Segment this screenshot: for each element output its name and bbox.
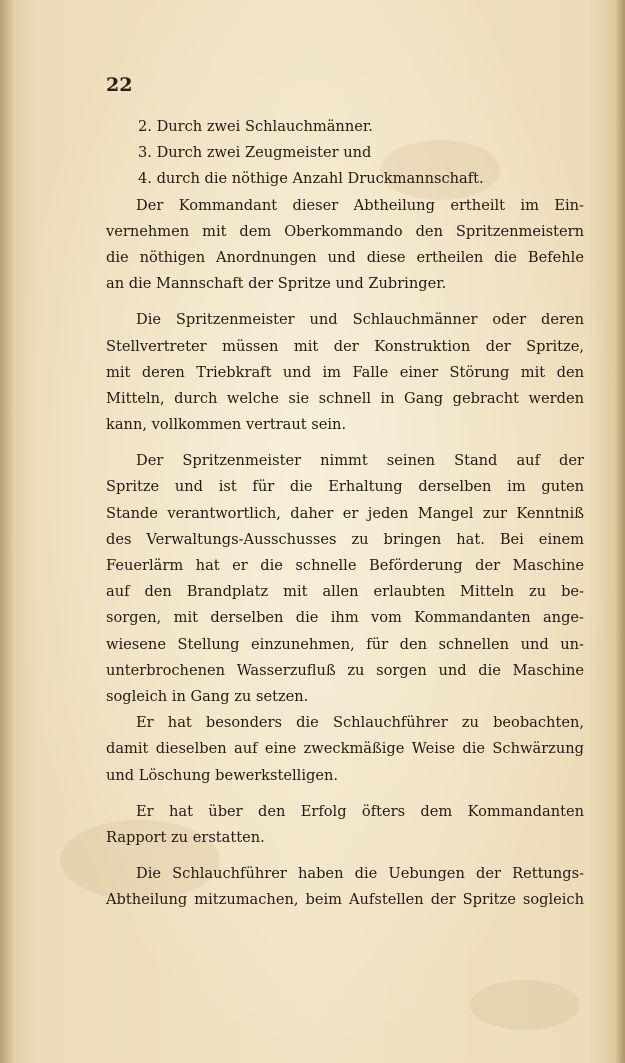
binding-shadow [0, 0, 14, 1063]
text-line: mit deren Triebkraft und im Falle einer Störung mit den [106, 363, 584, 381]
paragraph-hosemen [106, 861, 584, 913]
text-line: Stellvertreter müssen mit der Konstruktion der Spritze, [106, 337, 584, 355]
page-text [106, 114, 584, 913]
page-number: 22 [106, 74, 133, 96]
text-line: Abtheilung mitzumachen, beim Aufstellen der Spritze sogleich [106, 891, 584, 909]
paragraph-report [106, 799, 584, 851]
paragraph-spritzenmeister-knowledge [106, 307, 584, 438]
text-line: an die Mannschaft der Spritze und Zubringer. [106, 275, 447, 293]
text-line: vernehmen mit dem Oberkommando den Spritzenmeistern [106, 222, 584, 240]
text-line: wiesene Stellung einzunehmen, für den schnellen und un- [106, 635, 584, 653]
text-line: Rapport zu erstatten. [106, 828, 265, 846]
text-line: des Verwaltungs-Ausschusses zu bringen hat. Bei einem [106, 530, 584, 548]
text-line: unterbrochenen Wasserzufluß zu sorgen und die Maschine [106, 661, 584, 679]
list-item: 4. durch die nöthige Anzahl Druckmannschaft. [138, 170, 484, 188]
list-item: 2. Durch zwei Schlauchmänner. [138, 118, 373, 135]
text-line: Die Schlauchführer haben die Uebungen der Rettungs- [136, 865, 584, 883]
paragraph-observe-hosemen [106, 710, 584, 789]
text-line: Spritze und ist für die Erhaltung derselben im guten [106, 478, 584, 496]
text-line: Feuerlärm hat er die schnelle Beförderung der Maschine [106, 557, 584, 574]
list-item: 3. Durch zwei Zeugmeister und [138, 144, 372, 162]
text-line: damit dieselben auf eine zweckmäßige Weise die Schwärzung [106, 740, 584, 758]
paragraph-commander [106, 193, 584, 298]
text-line: sorgen, mit derselben die ihm vom Kommandanten ange- [106, 609, 584, 627]
paragraph-spritzenmeister-duties [106, 448, 584, 710]
text-line: auf den Brandplatz mit allen erlaubten Mitteln zu be- [106, 583, 584, 601]
text-line: Mitteln, durch welche sie schnell in Gang gebracht werden [106, 389, 584, 407]
text-line: sogleich in Gang zu setzen. [106, 687, 309, 705]
text-line: Der Kommandant dieser Abtheilung ertheilt im Ein- [136, 196, 584, 214]
text-line: und Löschung bewerkstelligen. [106, 766, 339, 784]
text-line: Er hat besonders die Schlauchführer zu beobachten, [136, 714, 584, 732]
text-line: kann, vollkommen vertraut sein. [106, 416, 347, 434]
text-line: Die Spritzenmeister und Schlauchmänner oder deren [136, 311, 584, 329]
text-line: Der Spritzenmeister nimmt seinen Stand auf der [136, 452, 584, 470]
text-line: Stande verantwortlich, daher er jeden Mangel zur Kenntniß [106, 504, 584, 522]
text-line: Er hat über den Erfolg öfters dem Kommandanten [136, 802, 584, 820]
text-line: die nöthigen Anordnungen und diese ertheilen die Befehle [106, 248, 584, 266]
page-edge-shadow [615, 0, 625, 1063]
paper-stain [470, 980, 580, 1030]
